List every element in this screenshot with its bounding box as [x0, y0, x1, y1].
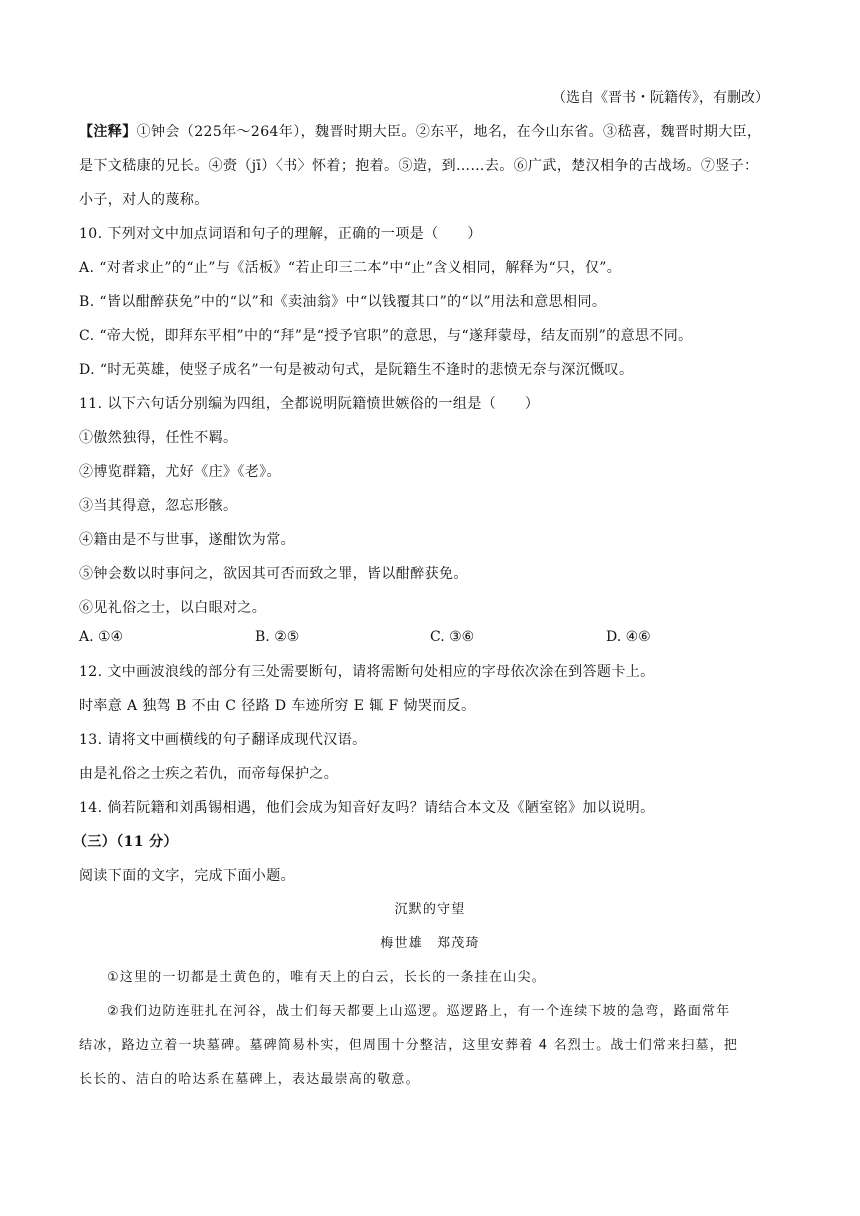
- article-paragraph-2-line-3: 长长的、洁白的哈达系在墓碑上，表达最崇高的敬意。: [79, 1072, 420, 1087]
- question-10-option-c: C. “帝大悦，即拜东平相”中的“拜”是“授予官职”的意思，与“遂拜蒙母，结友而别”的意思不同。: [79, 328, 693, 344]
- section-heading: （三）（11 分）: [73, 834, 178, 850]
- question-11-option-b: B. ②⑤: [255, 629, 300, 645]
- source-citation: （选自《晋书・阮籍传》，有删改）: [552, 90, 769, 106]
- question-11-item: ③当其得意，忽忘形骸。: [79, 498, 238, 514]
- question-10-option-d: D. “时无英雄，使竖子成名”一句是被动句式，是阮籍生不逢时的悲愤无奈与深沉慨叹。: [79, 362, 634, 378]
- article-paragraph-2-line-2: 结冰，路边立着一块墓碑。墓碑简易朴实，但周围十分整洁，这里安葬着 4 名烈士。战士们常来扫墓，把: [79, 1038, 739, 1053]
- question-11-stem: 11. 以下六句话分别编为四组，全都说明阮籍愤世嫉俗的一组是（ ）: [79, 396, 540, 412]
- question-14-stem: 14. 倘若阮籍和刘禹锡相遇，他们会成为知音好友吗？请结合本文及《陋室铭》加以说明。: [79, 800, 655, 816]
- question-10-option-b: B. “皆以酣醉获免”中的“以”和《卖油翁》中“以钱覆其口”的“以”用法和意思相同。: [79, 294, 607, 310]
- notes-line-2: 是下文嵇康的兄长。④赍（jī）〈书〉怀着；抱着。⑤造，到……去。⑥广武，楚汉相争的古战场。⑦竖子：: [79, 158, 759, 174]
- question-11-option-a: A. ①④: [79, 629, 124, 645]
- notes-tag: 【注释】: [79, 124, 137, 140]
- article-paragraph-1: ①这里的一切都是土黄色的，唯有天上的白云，长长的一条挂在山尖。: [107, 970, 546, 985]
- question-11-option-d: D. ④⑥: [606, 629, 651, 645]
- notes-line-3: 小子，对人的蔑称。: [79, 192, 209, 208]
- question-11-options: [79, 627, 779, 647]
- question-12-stem: 12. 文中画波浪线的部分有三处需要断句，请将需断句处相应的字母依次涂在到答题卡上。: [79, 664, 655, 680]
- section-instruction: 阅读下面的文字，完成下面小题。: [79, 868, 295, 884]
- question-11-item: ④籍由是不与世事，遂酣饮为常。: [79, 532, 295, 548]
- article-title: 沉默的守望: [394, 902, 466, 917]
- question-11-item: ⑤钟会数以时事问之，欲因其可否而致之罪，皆以酣醉获免。: [79, 566, 468, 582]
- notes-line-1: [79, 122, 761, 142]
- question-13-text: 由是礼俗之士疾之若仇，而帝每保护之。: [79, 766, 339, 782]
- question-10-option-a: A. “对者求止”的“止”与《活板》“若止印三二本”中“止”含义相同，解释为“只，仅”。: [79, 260, 622, 276]
- question-11-item: ②博览群籍，尤好《庄》《老》。: [79, 464, 281, 480]
- article-authors: 梅世雄 郑茂琦: [380, 936, 480, 951]
- question-11-option-c: C. ③⑥: [430, 629, 475, 645]
- question-10-stem: 10. 下列对文中加点词语和句子的理解，正确的一项是（ ）: [79, 226, 482, 242]
- question-12-text: 时率意 A 独驾 B 不由 C 径路 D 车迹所穷 E 辄 F 恸哭而反。: [79, 698, 476, 714]
- question-13-stem: 13. 请将文中画横线的句子翻译成现代汉语。: [79, 732, 367, 748]
- question-11-item: ①傲然独得，任性不羁。: [79, 430, 238, 446]
- notes-text-1: ①钟会（225年～264年），魏晋时期大臣。②东平，地名，在今山东省。③嵇喜，魏晋时期大臣，: [136, 124, 762, 140]
- question-11-item: ⑥见礼俗之士，以白眼对之。: [79, 600, 267, 616]
- article-paragraph-2-line-1: ②我们边防连驻扎在河谷，战士们每天都要上山巡逻。巡逻路上，有一个连续下坡的急弯，路面常年: [107, 1004, 731, 1019]
